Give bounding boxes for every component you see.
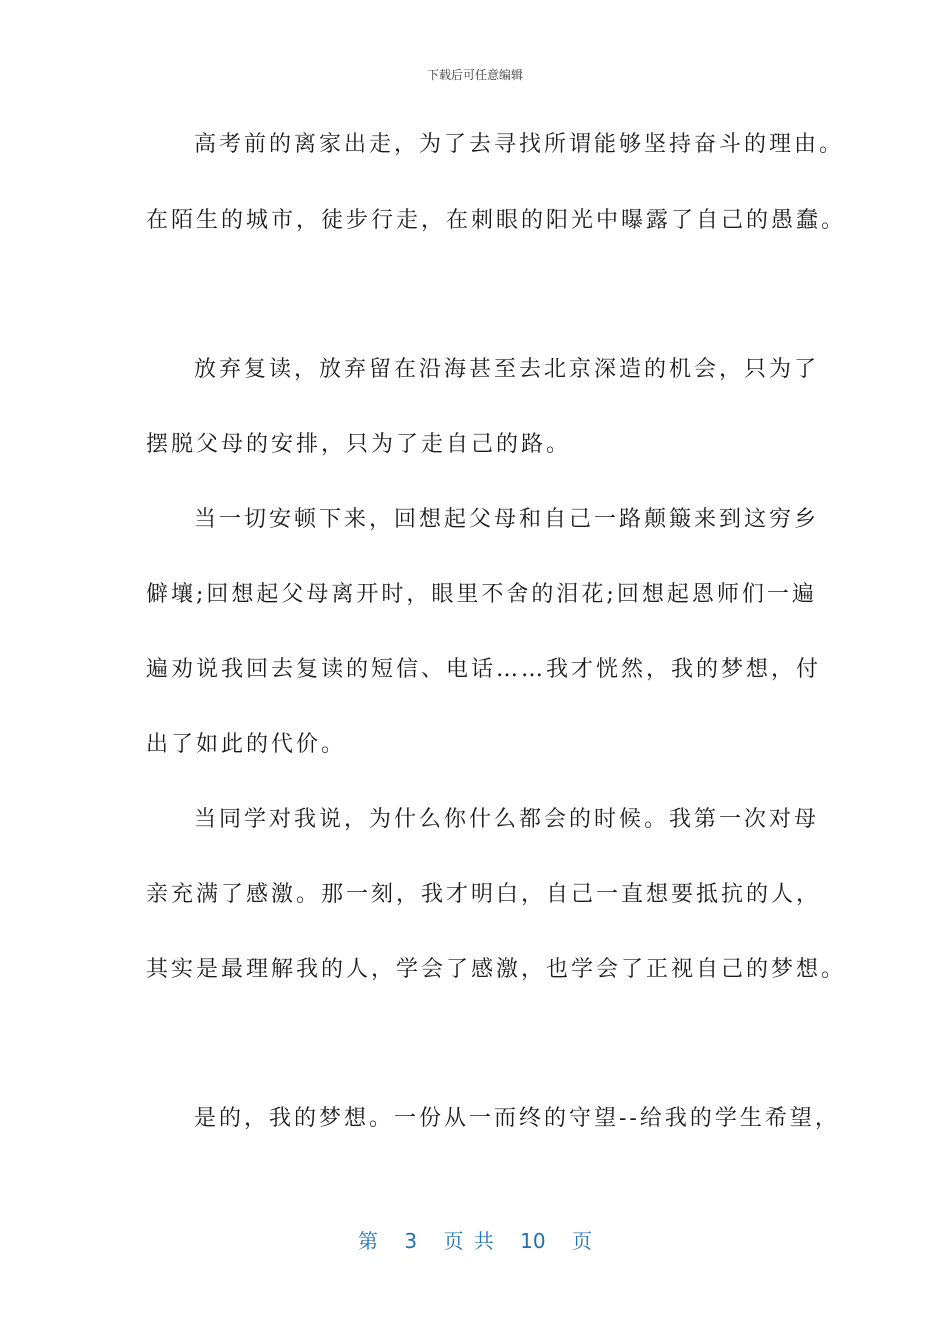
- page-middle: 页 共: [443, 1229, 494, 1253]
- paragraph-line: 出了如此的代价。: [146, 732, 347, 757]
- paragraph-line: 摆脱父母的安排，只为了走自己的路。: [146, 432, 572, 457]
- paragraph-line: 僻壤;回想起父母离开时，眼里不舍的泪花;回想起恩师们一遍: [146, 582, 817, 607]
- paragraph-line: 放弃复读，放弃留在沿海甚至去北京深造的机会，只为了: [194, 357, 820, 382]
- page-current: 3: [404, 1229, 418, 1253]
- page-footer: [0, 1225, 950, 1254]
- page-total: 10: [520, 1229, 546, 1253]
- page-suffix: 页: [571, 1229, 592, 1253]
- paragraph-line: 高考前的离家出走，为了去寻找所谓能够坚持奋斗的理由。: [194, 132, 845, 157]
- paragraph-line: 其实是最理解我的人，学会了感激，也学会了正视自己的梦想。: [146, 957, 847, 982]
- header-note: 下载后可任意编辑: [426, 68, 523, 82]
- paragraph-line: 当一切安顿下来，回想起父母和自己一路颠簸来到这穷乡: [194, 507, 820, 532]
- paragraph-line: 亲充满了感激。那一刻，我才明白，自己一直想要抵抗的人，: [146, 882, 822, 907]
- paragraph-line: 当同学对我说，为什么你什么都会的时候。我第一次对母: [194, 807, 820, 832]
- paragraph-line: 遍劝说我回去复读的短信、电话……我才恍然，我的梦想，付: [146, 657, 822, 682]
- paragraph-line: 在陌生的城市，徒步行走，在刺眼的阳光中曝露了自己的愚蠢。: [146, 208, 847, 233]
- paragraph-line: 是的，我的梦想。一份从一而终的守望--给我的学生希望，: [194, 1106, 840, 1131]
- page-prefix: 第: [358, 1229, 378, 1253]
